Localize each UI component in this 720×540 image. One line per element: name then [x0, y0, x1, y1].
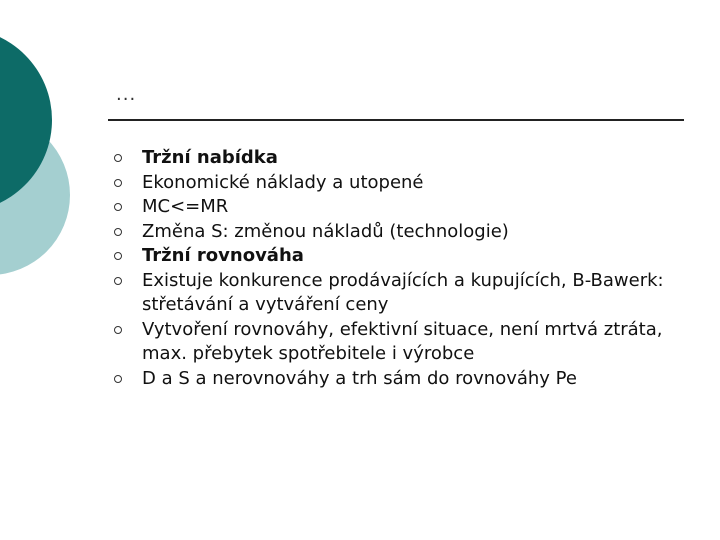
bullet-circle-icon	[114, 228, 122, 236]
bullet-circle-icon	[114, 252, 122, 260]
bullet-item	[112, 146, 692, 171]
title-underline	[108, 119, 684, 121]
bullet-item	[112, 220, 692, 245]
bullet-circle-icon	[114, 203, 122, 211]
bullet-text: Existuje konkurence prodávajících a kupujících, B-Bawerk: střetávání a vytváření ceny	[142, 269, 664, 315]
slide-title: ...	[116, 84, 137, 105]
bullet-text: Ekonomické náklady a utopené	[142, 171, 424, 193]
bullet-circle-icon	[114, 277, 122, 285]
bullet-text: D a S a nerovnováhy a trh sám do rovnováhy Pe	[142, 367, 577, 389]
decorative-circles	[0, 0, 120, 320]
bullet-text: Změna S: změnou nákladů (technologie)	[142, 220, 509, 242]
bullet-item	[112, 244, 692, 269]
bullet-circle-icon	[114, 326, 122, 334]
bullet-item	[112, 195, 692, 220]
bullet-item	[112, 171, 692, 196]
bullet-text: Vytvoření rovnováhy, efektivní situace, není mrtvá ztráta, max. přebytek spotřebitele i výrobce	[142, 318, 663, 364]
bullet-circle-icon	[114, 179, 122, 187]
bullet-item	[112, 318, 692, 367]
bullet-text: Tržní nabídka	[142, 147, 278, 168]
bullet-item	[112, 367, 692, 392]
bullet-text: MC<=MR	[142, 196, 229, 217]
bullet-item	[112, 269, 692, 318]
bullet-circle-icon	[114, 154, 122, 162]
bullet-list	[112, 146, 692, 391]
bullet-text: Tržní rovnováha	[142, 245, 304, 266]
bullet-circle-icon	[114, 375, 122, 383]
